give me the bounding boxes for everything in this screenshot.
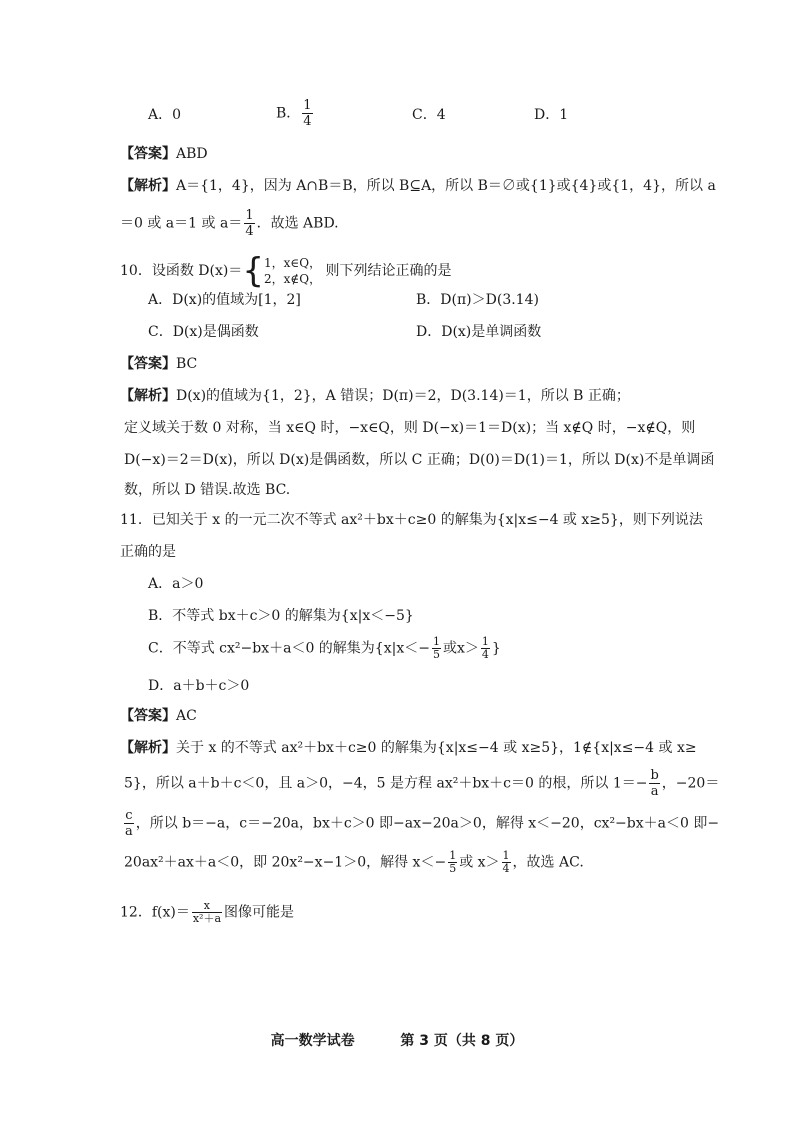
q10-answer: 【答案】BC bbox=[120, 356, 198, 372]
q9-analysis-line2: ＝0 或 a＝1 或 a＝ $\frac{1}{4}$ ．故选 ABD. bbox=[120, 208, 339, 239]
q10-option-b: B．D(π)＞D(3.14) bbox=[416, 292, 539, 308]
q11-analysis-line2: 5}，所以 a＋b＋c＜0，且 a＞0，−4，5 是方程 ax²＋bx＋c＝0 的根，所以 1＝− $\frac{b}{a}$ ，−20＝ bbox=[124, 768, 720, 799]
q9-analysis-line1: 【解析】A＝{1，4}，因为 A∩B＝B，所以 B⊆A，所以 B＝∅或{1}或{4}或{1，4}，所以 a bbox=[120, 178, 716, 194]
q11-option-c: C．不等式 cx²−bx＋a＜0 的解集为{x|x＜− $\frac{1}{5}$ 或x＞ $\frac{1}{4}$ } bbox=[148, 635, 501, 661]
q11-analysis-fraction-b-a: $\frac{b}{a}$ bbox=[650, 768, 659, 799]
q11-option-b: B．不等式 bx＋c＞0 的解集为{x|x＜−5} bbox=[148, 608, 414, 624]
q10-stem: 10．设函数 D(x)＝{ 1，x∈Q， 2，x∉Q， 则下列结论正确的是 bbox=[120, 251, 452, 291]
q12-stem: 12．f(x)＝ $\frac{x}{\text{x²＋a}}$ 图像可能是 bbox=[120, 899, 294, 925]
q10-analysis-line1: 【解析】D(x)的值域为{1，2}，A 错误；D(π)＝2，D(3.14)＝1，所以 B 正确； bbox=[120, 388, 630, 404]
q9-answer: 【答案】ABD bbox=[120, 146, 208, 162]
q10-analysis-line2: 定义域关于数 0 对称，当 x∈Q 时，−x∈Q，则 D(−x)＝1＝D(x)；当 x∉Q 时，−x∉Q，则 bbox=[124, 420, 696, 436]
q10-option-d: D．D(x)是单调函数 bbox=[416, 324, 542, 340]
page-footer bbox=[0, 1030, 794, 1050]
q11-stem-line2: 正确的是 bbox=[120, 544, 176, 560]
q10-analysis-line4: 数，所以 D 错误.故选 BC. bbox=[124, 482, 291, 498]
q11-answer: 【答案】AC bbox=[120, 708, 197, 724]
q11-analysis-fraction-1-4: $\frac{1}{4}$ bbox=[502, 849, 510, 875]
q10-analysis-line3: D(−x)＝2＝D(x)，所以 D(x)是偶函数，所以 C 正确；D(0)＝D(1)＝1，所以 D(x)不是单调函 bbox=[124, 452, 715, 468]
q11-analysis-fraction-1-5: $\frac{1}{5}$ bbox=[449, 849, 457, 875]
q10-option-a: A．D(x)的值域为[1，2] bbox=[148, 292, 301, 308]
q11-analysis-line1: 【解析】关于 x 的不等式 ax²＋bx＋c≥0 的解集为{x|x≤−4 或 x≥5}，1∉{x|x≤−4 或 x≥ bbox=[120, 740, 697, 756]
q11-analysis-line3: $\frac{c}{a}$ ，所以 b＝−a，c＝−20a，bx＋c＞0 即−ax−20a＞0，解得 x＜−20，cx²−bx＋a＜0 即− bbox=[125, 808, 720, 839]
q9-option-a: A．0 bbox=[148, 107, 182, 123]
q9-option-d: D．1 bbox=[534, 107, 569, 123]
q10-cases-brace: { bbox=[242, 251, 264, 291]
footer-title: 高一数学试卷 bbox=[270, 1033, 355, 1049]
q10-option-c: C．D(x)是偶函数 bbox=[148, 324, 259, 340]
q11-option-d: D．a＋b＋c＞0 bbox=[148, 678, 250, 694]
q11-option-c-fraction2: $\frac{1}{4}$ bbox=[481, 635, 489, 661]
q9-option-b-fraction: $\frac{1}{4}$ bbox=[303, 98, 312, 129]
q10-cases: 1，x∈Q， 2，x∉Q， bbox=[263, 256, 322, 286]
q9-option-c: C．4 bbox=[412, 107, 446, 123]
q11-stem-line1: 11．已知关于 x 的一元二次不等式 ax²＋bx＋c≥0 的解集为{x|x≤−4 或 x≥5}，则下列说法 bbox=[120, 512, 703, 528]
q9-analysis-fraction: $\frac{1}{4}$ bbox=[245, 208, 254, 239]
footer-page-number: 第 3 页（共 8 页） bbox=[400, 1033, 524, 1049]
q11-option-c-fraction1: $\frac{1}{5}$ bbox=[432, 635, 440, 661]
q11-analysis-line4: 20ax²＋ax＋a＜0，即 20x²−x−1＞0，解得 x＜− $\frac{1}{5}$ 或 x＞ $\frac{1}{4}$ ，故选 AC. bbox=[124, 849, 584, 875]
q9-option-b: B． $\frac{1}{4}$ bbox=[276, 98, 312, 129]
q11-analysis-fraction-c-a: $\frac{c}{a}$ bbox=[125, 808, 133, 839]
q11-option-a: A．a＞0 bbox=[148, 576, 204, 592]
q12-fraction: $\frac{x}{\text{x²＋a}}$ bbox=[192, 899, 221, 925]
